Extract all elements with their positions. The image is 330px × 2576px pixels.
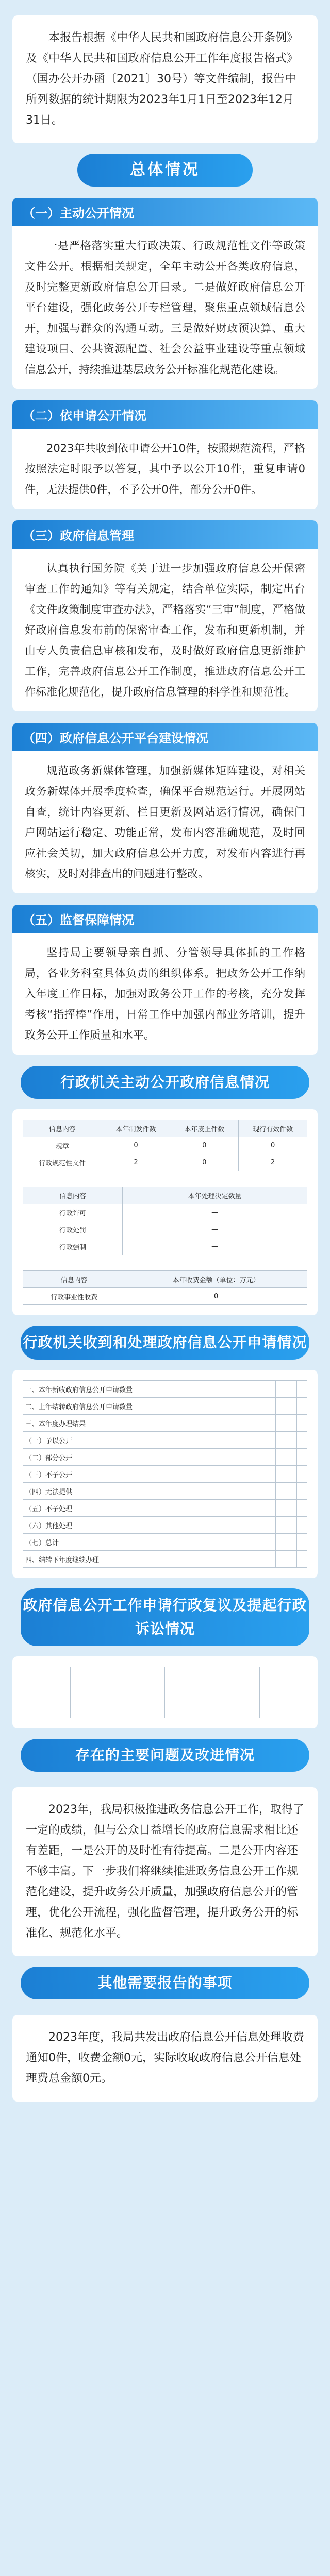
table-cell — [165, 1667, 212, 1684]
requests-grid — [23, 1380, 307, 1568]
table-row — [23, 1415, 307, 1432]
table-cell — [286, 1398, 296, 1415]
table-cell — [296, 1432, 307, 1449]
table-cell — [296, 1483, 307, 1500]
table-row — [23, 1551, 307, 1568]
table-cell — [212, 1701, 260, 1718]
table-cell — [118, 1667, 165, 1684]
table-row — [23, 1517, 307, 1534]
table-cell: 行政规范性文件 — [23, 1154, 102, 1171]
table-cell — [165, 1684, 212, 1701]
table-cell: 三、本年度办理结果 — [23, 1415, 276, 1432]
table-cell — [286, 1551, 296, 1568]
table-cell — [70, 1701, 118, 1718]
table-row — [23, 1432, 307, 1449]
table-cell — [296, 1449, 307, 1466]
table-cell: 0 — [239, 1137, 307, 1154]
table-header: 本年收费金额（单位：万元） — [125, 1271, 307, 1288]
table-requests — [12, 1370, 318, 1578]
section-supervision — [12, 905, 318, 1055]
table-row — [23, 1701, 307, 1718]
table-cell: （五）不予处理 — [23, 1500, 276, 1517]
table-header: 信息内容 — [23, 1271, 125, 1288]
table-cell: 四、结转下年度继续办理 — [23, 1551, 276, 1568]
table-cell — [296, 1398, 307, 1415]
table-row — [23, 1466, 307, 1483]
table-cell — [286, 1449, 296, 1466]
table-cell — [260, 1667, 307, 1684]
table-header: 本年制发件数 — [102, 1120, 170, 1137]
table-cell — [212, 1667, 260, 1684]
table-row — [23, 1534, 307, 1551]
table-header: 本年处理决定数量 — [123, 1187, 307, 1204]
section-body: 2023年共收到依申请公开10件，按照规范流程，严格按照法定时限予以答复，其中予以公开10件，重复申请0件，无法提供0件，不予公开0件，部分公开0件。 — [25, 442, 305, 496]
banner-review-litigation: 政府信息公开工作申请行政复议及提起行政诉讼情况 — [21, 1588, 309, 1646]
intro-paragraph: 本报告根据《中华人民共和国政府信息公开条例》及《中华人民共和国政府信息公开工作年度报告格式》（国办公开办函〔2021〕30号）等文件编制，报告中所列数据的统计期限为2023年1月1日至2023年12月31日。 — [12, 15, 318, 143]
table-cell: 行政许可 — [23, 1204, 123, 1221]
table-cell: — — [123, 1204, 307, 1221]
table-cell — [296, 1517, 307, 1534]
table-cell — [286, 1415, 296, 1432]
table-cell: 行政事业性收费 — [23, 1288, 125, 1305]
table-cell: 0 — [170, 1154, 239, 1171]
table-cell — [276, 1534, 286, 1551]
table-decisions — [23, 1187, 307, 1255]
table-cell — [23, 1701, 71, 1718]
table-row — [23, 1154, 307, 1171]
table-cell — [296, 1415, 307, 1432]
table-cell: （六）其他处理 — [23, 1517, 276, 1534]
table-cell — [286, 1432, 296, 1449]
section-title: （三）政府信息管理 — [12, 520, 318, 549]
section-body: 规范政务新媒体管理，加强新媒体矩阵建设，对相关政务新媒体开展季度检查，确保平台规范运行。开展网站自查，统计内容更新、栏目更新及网站运行情况，确保门户网站运行稳定、功能正常，发布内容准确规范，及时回应社会关切，加大政府信息公开力度，对发布内容进行再核实，及时对排查出的问题进行整改。 — [25, 765, 305, 880]
banner-requests-table: 行政机关收到和处理政府信息公开申请情况 — [21, 1326, 309, 1360]
banner-problems: 存在的主要问题及改进情况 — [21, 1739, 309, 1772]
table-cell — [118, 1701, 165, 1718]
table-cell — [276, 1432, 286, 1449]
table-cell — [70, 1684, 118, 1701]
banner-active-table: 行政机关主动公开政府信息情况 — [21, 1066, 309, 1099]
table-cell — [276, 1500, 286, 1517]
table-cell: 0 — [170, 1137, 239, 1154]
table-cell — [276, 1517, 286, 1534]
table-cell: — — [123, 1221, 307, 1238]
section-title: （一）主动公开情况 — [12, 198, 318, 226]
table-row — [23, 1398, 307, 1415]
table-cell: （一）予以公开 — [23, 1432, 276, 1449]
table-cell — [286, 1517, 296, 1534]
table-header: 信息内容 — [23, 1120, 102, 1137]
section-title: （二）依申请公开情况 — [12, 400, 318, 429]
table-row — [23, 1667, 307, 1684]
section-platform — [12, 723, 318, 893]
table-cell — [212, 1684, 260, 1701]
table-header: 现行有效件数 — [239, 1120, 307, 1137]
table-cell — [276, 1381, 286, 1398]
table-cell — [260, 1701, 307, 1718]
table-row — [23, 1288, 307, 1305]
table-cell — [286, 1534, 296, 1551]
table-row — [23, 1221, 307, 1238]
table-cell — [296, 1551, 307, 1568]
section-info-management — [12, 520, 318, 711]
section-body: 坚持局主要领导亲自抓、分管领导具体抓的工作格局，各业务科室具体负责的组织体系。把政务公开工作纳入年度工作目标，加强对政务公开工作的考核，充分发挥考核“指挥棒”作用，日常工作中加强内部业务培训，提升政务公开工作质量和水平。 — [25, 946, 305, 1041]
table-fees — [23, 1270, 307, 1305]
table-cell: 0 — [102, 1137, 170, 1154]
table-cell: （三）不予公开 — [23, 1466, 276, 1483]
table-cell — [286, 1483, 296, 1500]
section-title: （五）监督保障情况 — [12, 905, 318, 933]
section-active-disclosure — [12, 198, 318, 389]
table-row — [23, 1483, 307, 1500]
table-row — [23, 1137, 307, 1154]
table-cell: （二）部分公开 — [23, 1449, 276, 1466]
table-cell — [165, 1701, 212, 1718]
table-header: 本年废止件数 — [170, 1120, 239, 1137]
table-cell: — — [123, 1238, 307, 1255]
table-cell — [118, 1684, 165, 1701]
section-title: （四）政府信息公开平台建设情况 — [12, 723, 318, 751]
table-cell — [296, 1381, 307, 1398]
table-cell: 一、本年新收政府信息公开申请数量 — [23, 1381, 276, 1398]
section-body: 认真执行国务院《关于进一步加强政府信息公开保密审查工作的通知》等有关规定，结合单位实际，制定出台《文件政策制度审查办法》，严格落实“三审”制度，严格做好政府信息发布前的保密审查工作，发布和更新机制，并由专人负责信息审核和发布，及时做好政府信息更新维护工作，完善政府信息公开工作制度，推进政府信息公开工作标准化规范化，提升政府信息管理的科学性和规范性。 — [25, 562, 305, 698]
table-header: 信息内容 — [23, 1187, 123, 1204]
table-cell: 2 — [102, 1154, 170, 1171]
section-request-disclosure — [12, 400, 318, 509]
table-cell — [286, 1381, 296, 1398]
section-body: 一是严格落实重大行政决策、行政规范性文件等政策文件公开。根据相关规定，全年主动公开各类政府信息，及时完整更新政府信息公开目录。二是做好政府信息公开平台建设，强化政务公开专栏管理，聚焦重点领域信息公开，加强与群众的沟通互动。三是做好财政预决算、重大建设项目、公共资源配置、社会公益事业建设等重点领域信息公开，持续推进基层政务公开标准化规范化建设。 — [25, 240, 305, 376]
table-row — [23, 1381, 307, 1398]
banner-other: 其他需要报告的事项 — [21, 1967, 309, 1999]
review-grid — [23, 1667, 307, 1718]
table-cell — [276, 1398, 286, 1415]
table-cell — [276, 1449, 286, 1466]
table-row — [23, 1204, 307, 1221]
table-row — [23, 1684, 307, 1701]
table-active-disclosure — [12, 1109, 318, 1315]
table-cell — [286, 1466, 296, 1483]
table-cell — [23, 1667, 71, 1684]
banner-overview: 总体情况 — [77, 154, 253, 187]
table-cell — [276, 1551, 286, 1568]
table-cell — [296, 1466, 307, 1483]
table-review-litigation — [12, 1656, 318, 1728]
table-cell — [296, 1534, 307, 1551]
table-cell — [276, 1415, 286, 1432]
table-cell: （七）总计 — [23, 1534, 276, 1551]
table-row — [23, 1449, 307, 1466]
table-cell — [260, 1684, 307, 1701]
table-cell: （四）无法提供 — [23, 1483, 276, 1500]
table-cell — [23, 1684, 71, 1701]
table-cell: 2 — [239, 1154, 307, 1171]
table-cell: 行政处罚 — [23, 1221, 123, 1238]
table-cell — [296, 1500, 307, 1517]
table-cell — [286, 1500, 296, 1517]
problems-paragraph: 2023年，我局积极推进政务信息公开工作，取得了一定的成绩，但与公众日益增长的政府信息需求相比还有差距，一是公开的及时性有待提高。二是公开内容还不够丰富。下一步我们将继续推进政务信息公开工作规范化建设，提升政务公开质量，加强政府信息公开的管理，优化公开流程，强化监督管理，提升政务公开的标准化、规范化水平。 — [12, 1787, 318, 1956]
table-cell — [276, 1466, 286, 1483]
other-paragraph: 2023年度，我局共发出政府信息公开信息处理收费通知0件，收费金额0元，实际收取政府信息公开信息处理费总金额0元。 — [12, 2015, 318, 2102]
table-cell — [70, 1667, 118, 1684]
table-cell: 规章 — [23, 1137, 102, 1154]
table-row — [23, 1238, 307, 1255]
table-cell — [276, 1483, 286, 1500]
table-cell: 行政强制 — [23, 1238, 123, 1255]
table-row — [23, 1500, 307, 1517]
table-rules — [23, 1120, 307, 1171]
table-cell: 二、上年结转政府信息公开申请数量 — [23, 1398, 276, 1415]
table-cell: 0 — [125, 1288, 307, 1305]
